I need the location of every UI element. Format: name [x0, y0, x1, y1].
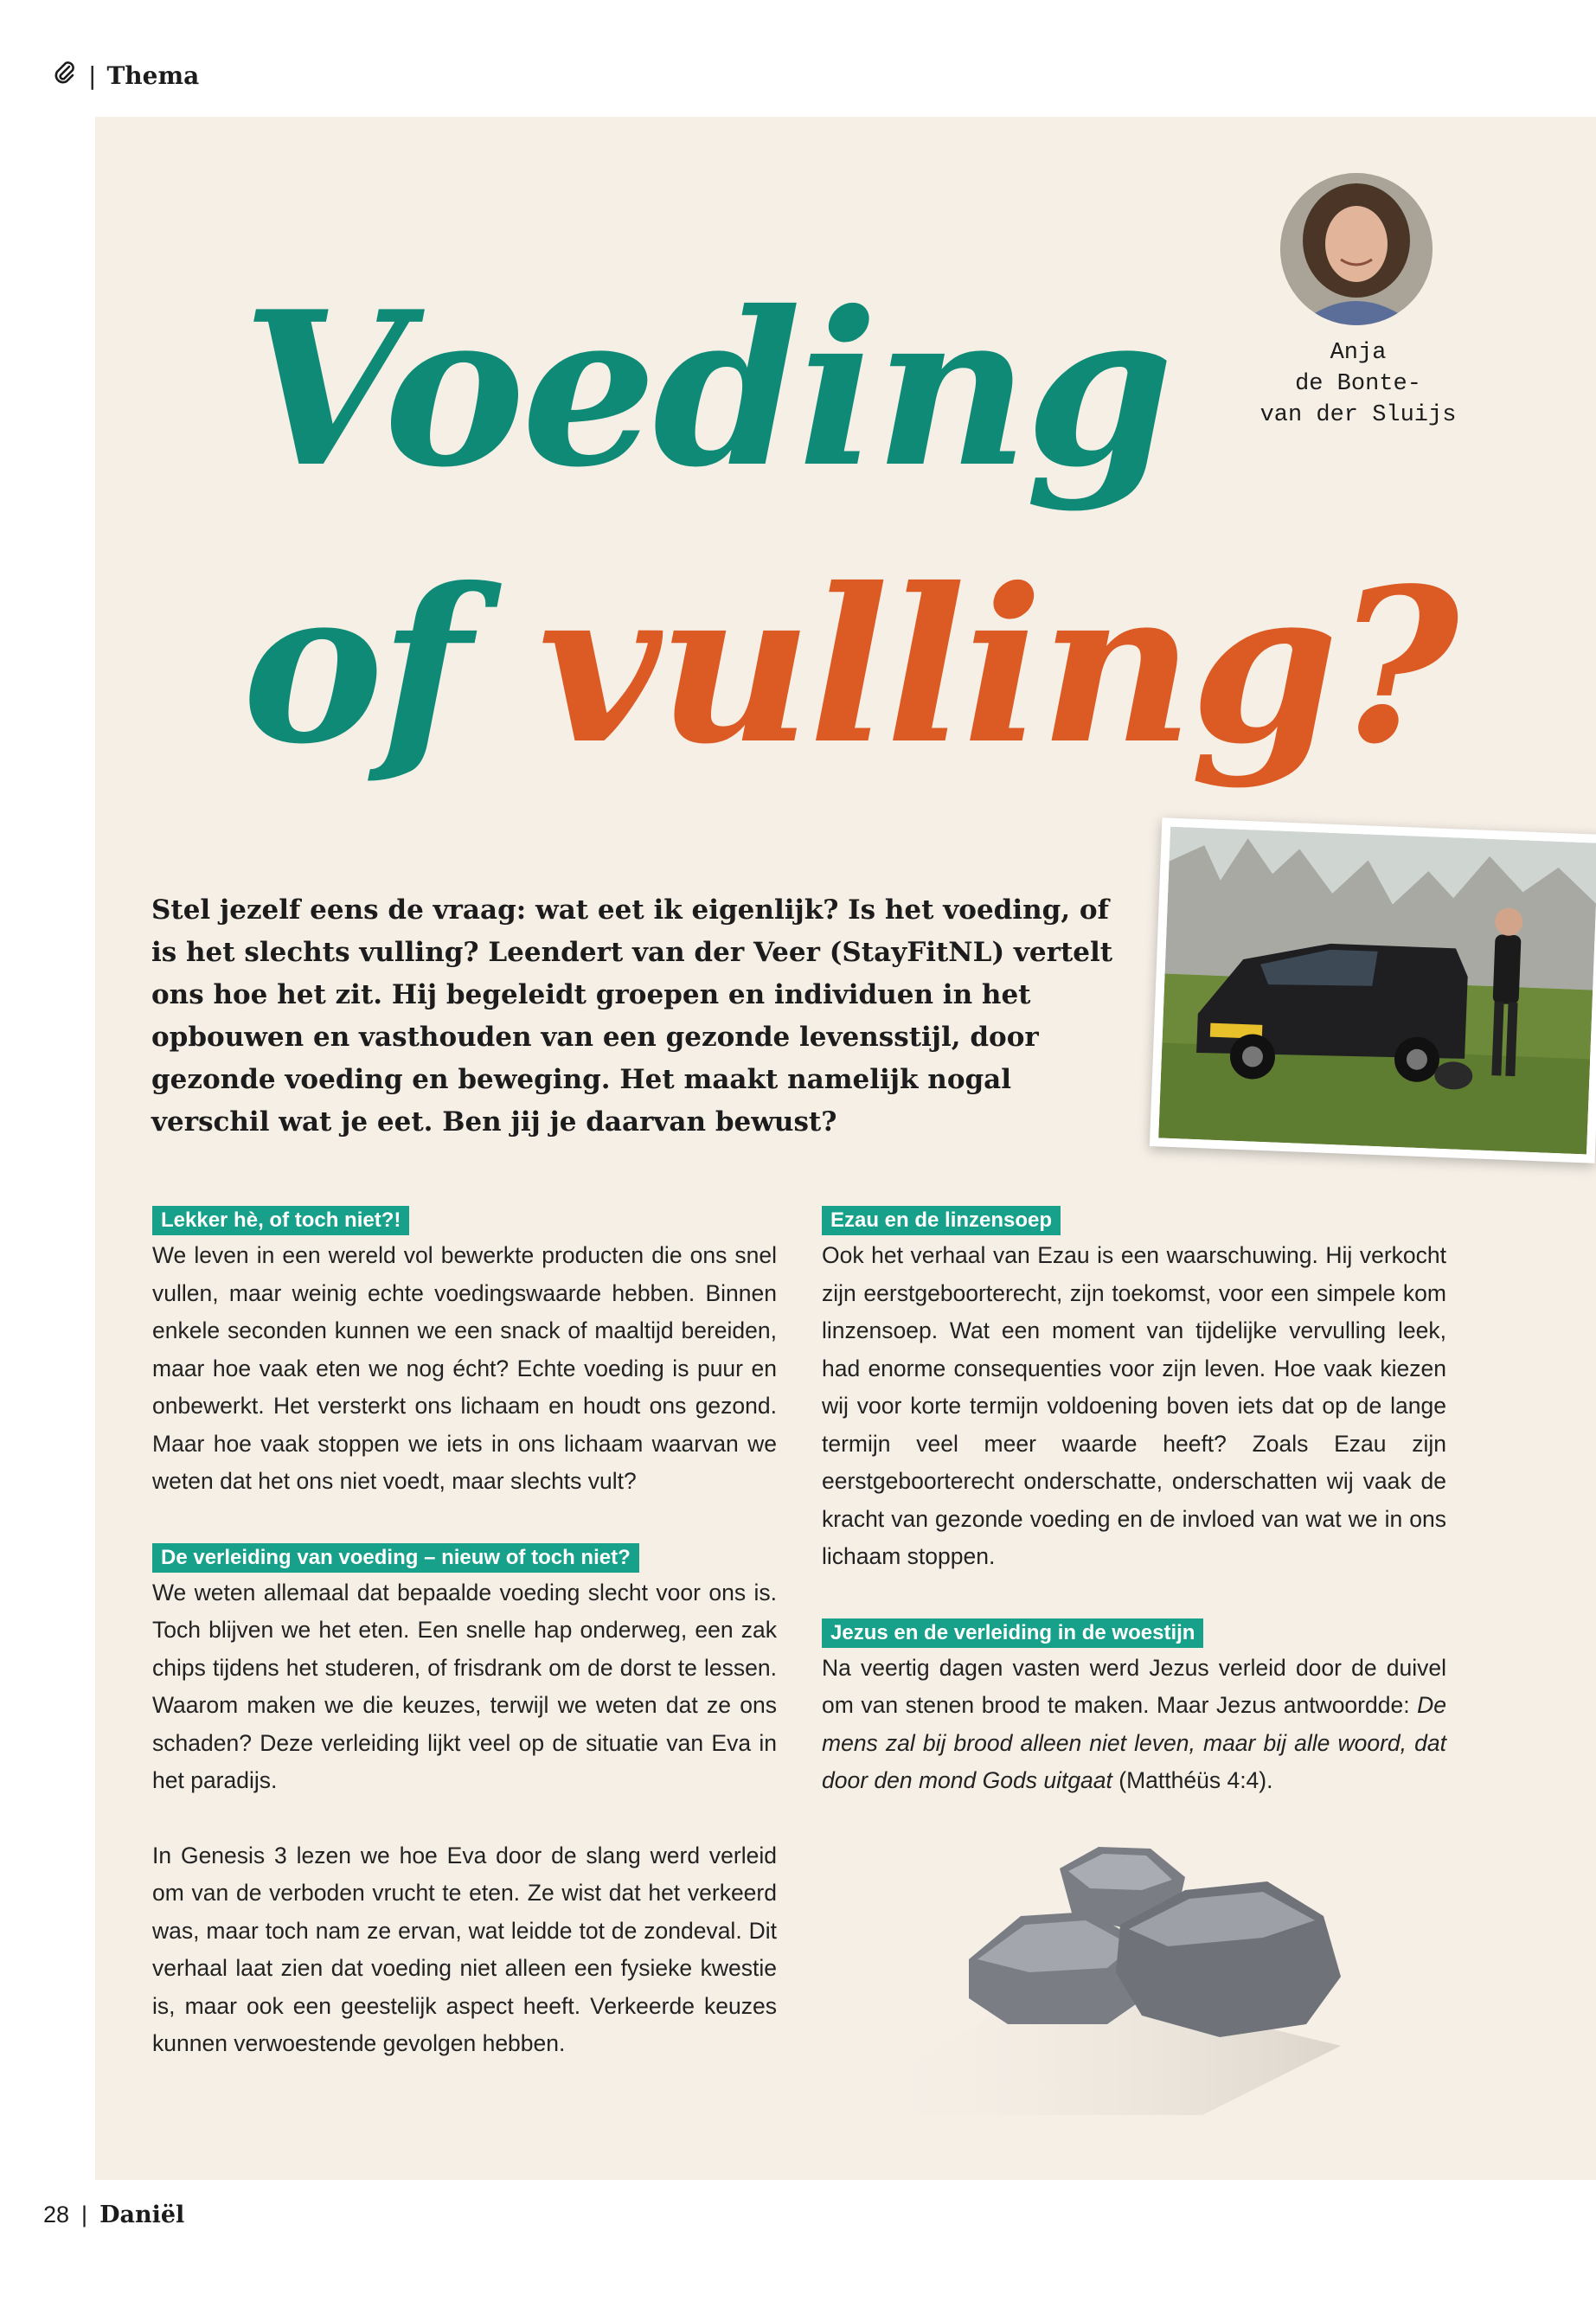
- page-number: 28: [43, 2202, 70, 2227]
- section-label: Thema: [106, 61, 200, 90]
- title-word-of: of: [242, 542, 539, 791]
- paperclip-icon: [52, 60, 78, 92]
- paragraph-genesis: In Genesis 3 lezen we hoe Eva door de slang werd verleid om van de verboden vrucht te eten. Ze wist dat het verkeerd was, maar toch nam ze ervan, wat leidde tot de zondeval. Dit verhaal laat zien dat voeding niet alleen een fysieke kwestie is, maar ook een geestelijk aspect heeft. Verkeerde keuzes kunnen verwoestende gevolgen hebben.: [152, 1842, 777, 2056]
- paragraph-verleiding: We weten allemaal dat bepaalde voeding slecht voor ons is. Toch blijven we het eten. Een snelle hap onderweg, een zak chips tijdens het studeren, of frisdrank om de dorst te lessen. Waarom maken we die keuzes, terwijl we weten dat ze ons schaden? Deze verleiding lijkt veel op de situatie van Eva in het paradijs.: [152, 1579, 777, 1793]
- header-separator: |: [88, 61, 97, 90]
- author-name: Anja de Bonte- van der Sluijs: [1259, 340, 1457, 428]
- jezus-text: Na veertig dagen vasten werd Jezus verleid door de duivel om van stenen brood te maken. Maar Jezus antwoordde:: [822, 1654, 1446, 1718]
- title-line-1: Voeding: [242, 265, 1170, 514]
- stones-illustration: [856, 1830, 1410, 2115]
- heading-ezau: Ezau en de linzensoep: [822, 1206, 1061, 1235]
- title-word-vulling: vulling?: [538, 542, 1456, 791]
- author-avatar: [1280, 173, 1433, 325]
- bible-quote: De mens zal bij brood alleen niet leven, maar bij alle woord, dat door den mond Gods uitgaat: [822, 1692, 1446, 1793]
- left-column: [152, 1201, 777, 2063]
- paragraph-jezus: [822, 1650, 1446, 1800]
- right-column: [822, 1201, 1446, 1800]
- paragraph-lekker: We leven in een wereld vol bewerkte producten die ons snel vullen, maar weinig echte voedingswaarde hebben. Binnen enkele seconden kunnen we een snack of maaltijd bereiden, maar hoe vaak eten we nog écht? Echte voeding is puur en onbewerkt. Het versterkt ons lichaam en houdt ons gezond. Maar hoe vaak stoppen we iets in ons lichaam waarvan we weten dat het ons niet voedt, maar slechts vult?: [152, 1242, 777, 1494]
- bible-reference: (Matthéüs 4:4).: [1112, 1767, 1273, 1793]
- page-header: [52, 55, 199, 95]
- footer-separator: |: [81, 2202, 88, 2227]
- heading-lekker: Lekker hè, of toch niet?!: [152, 1206, 409, 1235]
- article-title: [242, 251, 1456, 804]
- magazine-name: Daniël: [99, 2202, 185, 2228]
- paragraph-ezau: Ook het verhaal van Ezau is een waarschuwing. Hij verkocht zijn eerstgeboorterecht, zijn toekomst, voor een simpele kom linzensoep. Wat een moment van tijdelijke vervulling leek, had enorme consequenties voor zijn leven. Hoe vaak kiezen wij voor korte termijn voldoening boven iets dat op de lange termijn veel meer waarde heeft? Zoals Ezau zijn eerstgeboorterecht onderschatte, onderschatten wij vaak de kracht van gezonde voeding en de invloed van wat we in ons lichaam stoppen.: [822, 1242, 1446, 1569]
- page-footer: [43, 2202, 184, 2228]
- heading-jezus: Jezus en de verleiding in de woestijn: [822, 1618, 1203, 1648]
- heading-verleiding: De verleiding van voeding – nieuw of toch niet?: [152, 1543, 639, 1573]
- van-photo: [1150, 817, 1596, 1163]
- intro-paragraph: Stel jezelf eens de vraag: wat eet ik eigenlijk? Is het voeding, of is het slechts vulling? Leendert van der Veer (StayFitNL) vertelt ons hoe het zit. Hij begeleidt groepen en individuen in het opbouwen en vasthouden van een gezonde levensstijl, door gezonde voeding en beweging. Het maakt namelijk nogal verschil wat je eet. Ben jij je daarvan bewust?: [151, 894, 1113, 1138]
